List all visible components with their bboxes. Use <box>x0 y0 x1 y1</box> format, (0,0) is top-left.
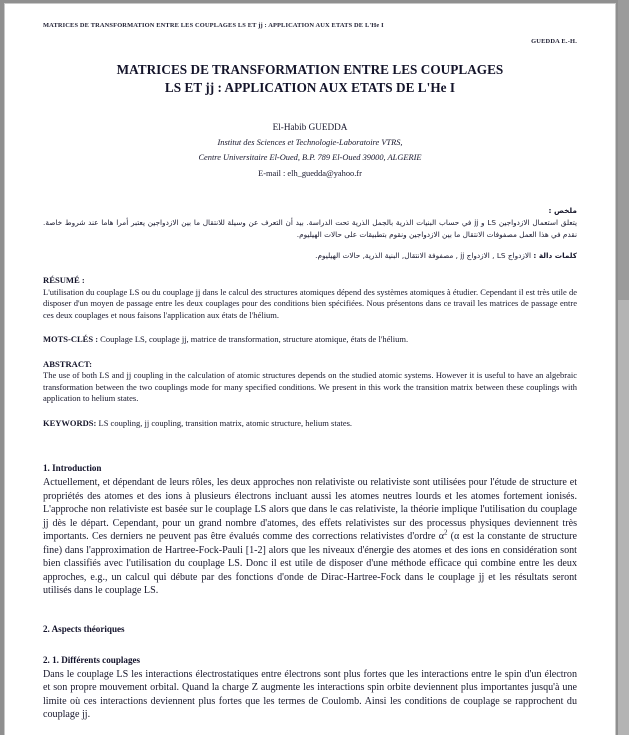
section-heading-introduction: 1. Introduction <box>43 463 102 474</box>
resume-label: RÉSUMÉ : <box>43 275 85 286</box>
vertical-scrollbar-thumb[interactable] <box>618 0 629 300</box>
vertical-scrollbar-track[interactable] <box>618 0 629 735</box>
arabic-abstract-heading: ملخص : <box>548 206 577 216</box>
arabic-keywords-line <box>43 250 577 262</box>
introduction-text-part-2: (α est la constante de structure fine) dans l'approximation de Hartree-Fock-Pauli [1-2] alors que les niveaux d'énergie des atomes et des ions en considération sont bien classifiés avec l'utilisation du couplage LS. Donc il est utile de disposer d'une méthode efficace qui combine entre les deux approches, e.g., un calcul qui débute par des fonctions d'onde de Dirac-Hartree-Fock dans le couplage jj et les résultats seront utilisés dans le couplage LS. <box>43 531 577 597</box>
abstract-label: ABSTRACT: <box>43 358 93 369</box>
author-affiliation-line-2: Centre Universitaire El-Oued, B.P. 789 El-Oued 39000, ALGERIE <box>198 152 422 162</box>
page-content <box>5 4 615 722</box>
resume-text: L'utilisation du couplage LS ou du couplage jj dans le calcul des structures atomiques dépend des systèmes atomiques à étudier. Cependant il est très utile de disposer d'un moyen de passage entre les deux couplages pour des conditions bien spécifiées. Nous présentons dans ce travail les matrices de passage entre ces deux couplages et nous faisons l'application aux états de l'hélium. <box>43 286 577 320</box>
keywords-line <box>5 405 615 430</box>
motscles-values: Couplage LS, couplage jj, matrice de transformation, structure atomique, états de l'hélium. <box>98 334 409 345</box>
keywords-values: LS coupling, jj coupling, transition matrix, atomic structure, helium states. <box>96 417 353 428</box>
arabic-keywords-label: كلمات دالة : <box>533 250 577 260</box>
paper-title-line-2: LS ET jj : APPLICATION AUX ETATS DE L'He I <box>164 79 456 95</box>
document-page <box>4 3 616 735</box>
motscles-line <box>5 321 615 346</box>
motscles-label: MOTS-CLÉS : <box>43 334 99 345</box>
arabic-keywords-values: الازدواج LS , الازدواج jj , مصفوفة الانتقال, البنية الذرية, حالات الهيليوم. <box>315 250 534 260</box>
paper-title-line-1: MATRICES DE TRANSFORMATION ENTRE LES COUPLAGES <box>116 62 504 78</box>
keywords-label: KEYWORDS: <box>43 417 97 428</box>
author-name: El-Habib GUEDDA <box>272 122 348 133</box>
author-affiliation-line-1: Institut des Sciences et Technologie-Laboratoire VTRS, <box>217 137 403 147</box>
paper-title <box>5 45 615 96</box>
arabic-abstract-block <box>5 179 615 261</box>
introduction-paragraph <box>5 475 615 598</box>
couplages-paragraph: Dans le couplage LS les interactions électrostatiques entre électrons sont plus fortes que les interactions entre le spin d'un électron et son propre mouvement orbital. Quand la charge Z augmente les interactions spin orbite deviennent plus importantes jusqu'à une limite où ces interactions deviennent plus fortes que les termes de Coulomb. Ainsi les conditions de couplage se rapprochent du couplage jj. <box>43 668 577 721</box>
running-header-title: MATRICES DE TRANSFORMATION ENTRE LES COUPLAGES LS ET jj : APPLICATION AUX ETATS DE L'He I <box>43 22 384 29</box>
section-heading-aspects-theoriques: 2. Aspects théoriques <box>43 624 125 635</box>
running-header-author: GUEDDA E.-H. <box>531 38 577 46</box>
alpha-squared-exponent: 2 <box>444 529 448 537</box>
abstract-text: The use of both LS and jj coupling in the calculation of atomic structures depends on the studied atomic systems. However it is useful to have an algebraic transformation between the two couplings mode for many specified conditions. We present in this work the transition matrix between these couplings with application to helium states. <box>43 369 577 404</box>
subsection-heading-differents-couplages: 2. 1. Différents couplages <box>43 654 141 665</box>
author-email: E-mail : elh_guedda@yahoo.fr <box>258 168 362 178</box>
introduction-text-part-1: Actuellement, et dépendant de leurs rôles, les deux approches non relativiste ou relativiste sont utilisées pour l'étude de structure et propriétés des atomes et des ions à plusieurs électrons incluant aussi les atomes neutres lourds et les atomes fortement ionisés. L'approche non relativiste est basée sur le couplage LS alors que dans le cas relativiste, la théorie implique l'utilisation du couplage jj dès le départ. Cependant, pour un grand nombre d'atomes, des effets relativistes sur des processus physiques deviennent très importants. Ces derniers ne peuvent pas être évalués comme des corrections relativistes d'ordre α <box>43 476 577 543</box>
arabic-abstract-text: يتعلق استعمال الازدواجين LS و jj في حساب البنيات الذرية بالجمل الذرية تحت الدراسة. بيد أن التعرف عن وسيلة للانتقال ما بين الازدواجين يعتبر أمرا هاما عند شروط خاصة. نقدم في هذا العمل مصفوفات الانتقال ما بين الازدواجين ونقوم بتطبيقات على حالات الهيليوم. <box>43 218 577 239</box>
